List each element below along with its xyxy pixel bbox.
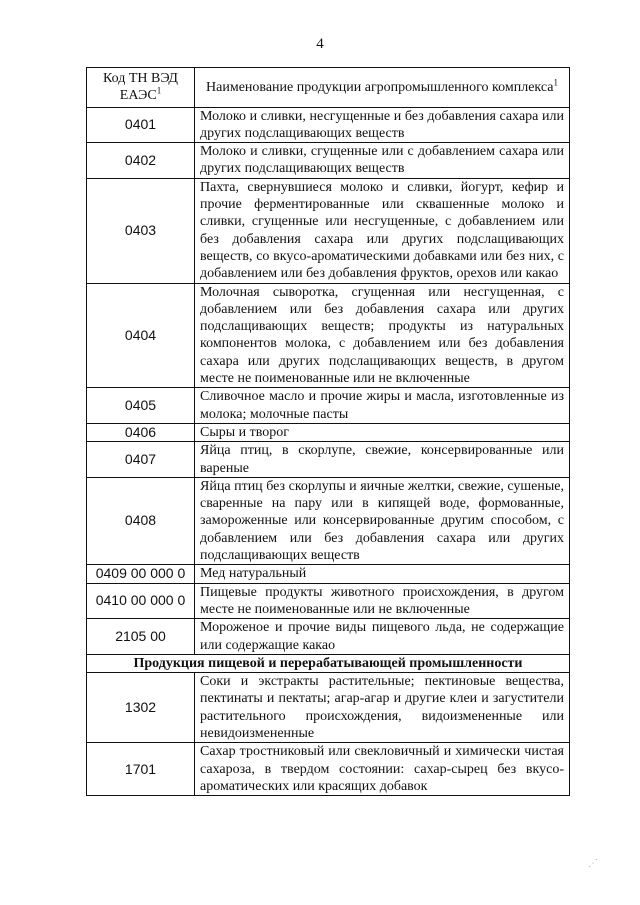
table-row: [87, 143, 570, 179]
code-cell: 1701: [87, 743, 195, 796]
header-code-label: Код ТН ВЭД ЕАЭС: [103, 71, 178, 104]
table-row: [87, 442, 570, 478]
code-cell: 0409 00 000 0: [87, 565, 195, 583]
header-name-label: Наименование продукции агропромышленного комплекса: [206, 79, 554, 95]
header-code: [87, 68, 195, 108]
table-header-row: [87, 68, 570, 108]
desc-cell: Мед натуральный: [195, 565, 570, 583]
table-row: [87, 673, 570, 743]
desc-cell: Яйца птиц, в скорлупе, свежие, консервированные или вареные: [195, 442, 570, 478]
table-row: [87, 619, 570, 655]
code-cell: 0410 00 000 0: [87, 583, 195, 619]
desc-cell: Сыры и творог: [195, 423, 570, 441]
table-row: [87, 107, 570, 143]
desc-cell: Мороженое и прочие виды пищевого льда, не содержащие или содержащие какао: [195, 619, 570, 655]
code-cell: 0405: [87, 388, 195, 424]
table-row: [87, 178, 570, 283]
header-name: [195, 68, 570, 108]
footnote-marker: 1: [553, 76, 558, 87]
desc-cell: Пахта, свернувшиеся молоко и сливки, йогурт, кефир и прочие ферментированные или сквашенные молоко и сливки, сгущенные или несгущенные, с добавлением или без добавления сахара или других подслащивающих веществ, со вкусо-ароматическими добавками или без них, с добавлением или без добавления фруктов, орехов или какао: [195, 178, 570, 283]
code-cell: 0403: [87, 178, 195, 283]
code-cell: 0408: [87, 477, 195, 564]
desc-cell: Молоко и сливки, сгущенные или с добавлением сахара или других подслащивающих веществ: [195, 143, 570, 179]
code-cell: 0404: [87, 283, 195, 388]
table-row: [87, 565, 570, 583]
table-row: [87, 283, 570, 388]
section-header-row: [87, 654, 570, 672]
desc-cell: Молочная сыворотка, сгущенная или несгущенная, с добавлением или без добавления сахара или других подслащивающих веществ; продукты из натуральных компонентов молока, с добавлением или без добавления сахара или других подслащивающих веществ, в другом месте не поименованные или не включенные: [195, 283, 570, 388]
table-row: [87, 583, 570, 619]
desc-cell: Яйца птиц без скорлупы и яичные желтки, свежие, сушеные, сваренные на пару или в кипящей воде, формованные, замороженные или консервированные другим способом, с добавлением или без добавления сахара или других подслащивающих веществ: [195, 477, 570, 564]
code-cell: 0406: [87, 423, 195, 441]
scan-speck: ⋰: [588, 858, 598, 869]
table-row: [87, 477, 570, 564]
code-cell: 2105 00: [87, 619, 195, 655]
code-cell: 1302: [87, 673, 195, 743]
code-cell: 0401: [87, 107, 195, 143]
desc-cell: Сахар тростниковый или свекловичный и химически чистая сахароза, в твердом состоянии: сахар-сырец без вкусо-ароматических или красящих добавок: [195, 743, 570, 796]
footnote-marker: 1: [156, 85, 162, 96]
code-cell: 0407: [87, 442, 195, 478]
section-title: Продукция пищевой и перерабатывающей промышленности: [87, 654, 570, 672]
table-row: [87, 743, 570, 796]
table-row: [87, 423, 570, 441]
desc-cell: Сливочное масло и прочие жиры и масла, изготовленные из молока; молочные пасты: [195, 388, 570, 424]
code-cell: 0402: [87, 143, 195, 179]
desc-cell: Пищевые продукты животного происхождения, в другом месте не поименованные или не включенные: [195, 583, 570, 619]
page-number: 4: [316, 36, 324, 52]
desc-cell: Молоко и сливки, несгущенные и без добавления сахара или других подслащивающих веществ: [195, 107, 570, 143]
product-table: [86, 67, 570, 796]
table-row: [87, 388, 570, 424]
desc-cell: Соки и экстракты растительные; пектиновые вещества, пектинаты и пектаты; агар-агар и другие клеи и загустители растительного происхождения, видоизмененные или невидоизмененные: [195, 673, 570, 743]
